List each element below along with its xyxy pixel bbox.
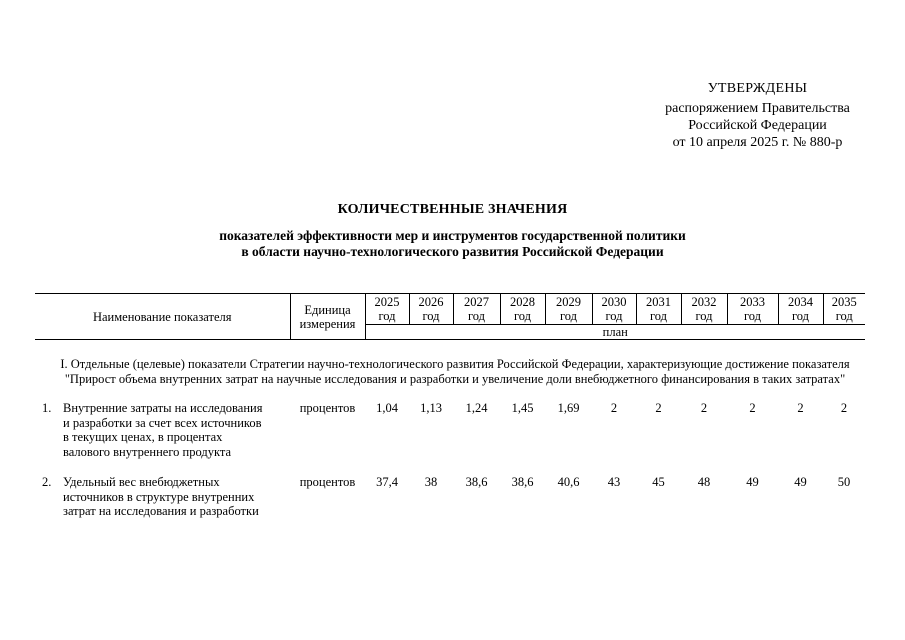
row-indicator-name: Внутренние затраты на исследования и разработки за счет всех источников в текущих ценах, в процентах валового внутреннего продукта <box>63 401 263 459</box>
row-unit: процентов <box>299 475 356 489</box>
value-cell: 43 <box>607 475 621 489</box>
subtitle-line: в области научно-технологического развития Российской Федерации <box>241 244 664 259</box>
value-cell: 49 <box>794 475 807 489</box>
header-year: 2034 год <box>778 294 823 325</box>
row-unit: процентов <box>299 401 356 415</box>
document-subtitle <box>0 228 905 260</box>
approval-line: Российской Федерации <box>688 118 827 133</box>
row-indicator-name: Удельный вес внебюджетных источников в структуре внутренних затрат на исследования и разработки <box>63 475 259 518</box>
value-cell: 38 <box>424 475 438 489</box>
header-year: 2033 год <box>727 294 778 325</box>
value-cell: 50 <box>837 475 851 489</box>
value-cell: 38,6 <box>511 475 534 489</box>
approval-line: от 10 апреля 2025 г. № 880-р <box>672 135 843 150</box>
header-year: 2035 год <box>823 294 865 325</box>
approval-title: УТВЕРЖДЕНЫ <box>707 81 808 96</box>
header-year: 2029 год <box>545 294 592 325</box>
header-year: 2030 год <box>592 294 636 325</box>
value-cell: 2 <box>655 401 662 415</box>
document-title: КОЛИЧЕСТВЕННЫЕ ЗНАЧЕНИЯ <box>337 202 568 217</box>
header-year: 2028 год <box>500 294 545 325</box>
subtitle-line: показателей эффективности мер и инструментов государственной политики <box>219 228 686 243</box>
value-cell: 38,6 <box>465 475 488 489</box>
value-cell: 1,24 <box>465 401 488 415</box>
header-year: 2027 год <box>453 294 500 325</box>
value-cell: 2 <box>797 401 804 415</box>
header-year: 2031 год <box>636 294 681 325</box>
value-cell: 40,6 <box>557 475 580 489</box>
value-cell: 1,45 <box>511 401 534 415</box>
section-heading <box>35 357 875 387</box>
section-heading-line: "Прирост объема внутренних затрат на научные исследования и разработки и увеличение доли внебюджетного финансирования в таких затратах" <box>64 372 846 386</box>
value-cell: 2 <box>610 401 618 415</box>
approval-stamp <box>640 80 875 151</box>
value-cell: 2 <box>700 401 708 415</box>
approval-line: распоряжением Правительства <box>665 101 850 116</box>
value-cell: 37,4 <box>376 475 398 489</box>
section-heading-line: I. Отдельные (целевые) показатели Стратегии научно-технологического развития Российской Федерации, характеризующие достижение показателя <box>60 357 850 371</box>
header-unit: Единица измерения <box>290 294 365 340</box>
value-cell: 1,04 <box>376 401 398 415</box>
value-cell: 2 <box>840 401 848 415</box>
value-cell: 2 <box>749 401 756 415</box>
header-indicator-name: Наименование показателя <box>35 294 290 340</box>
header-plan: план <box>365 325 865 340</box>
header-year: 2026 год <box>409 294 453 325</box>
value-cell: 1,69 <box>557 401 580 415</box>
header-year: 2025 год <box>365 294 409 325</box>
value-cell: 45 <box>652 475 665 489</box>
value-cell: 48 <box>697 475 711 489</box>
row-number: 1. <box>42 401 52 415</box>
row-number: 2. <box>42 475 52 489</box>
header-year: 2032 год <box>681 294 727 325</box>
indicators-table-header <box>35 293 865 340</box>
value-cell: 1,13 <box>420 401 442 415</box>
value-cell: 49 <box>746 475 759 489</box>
